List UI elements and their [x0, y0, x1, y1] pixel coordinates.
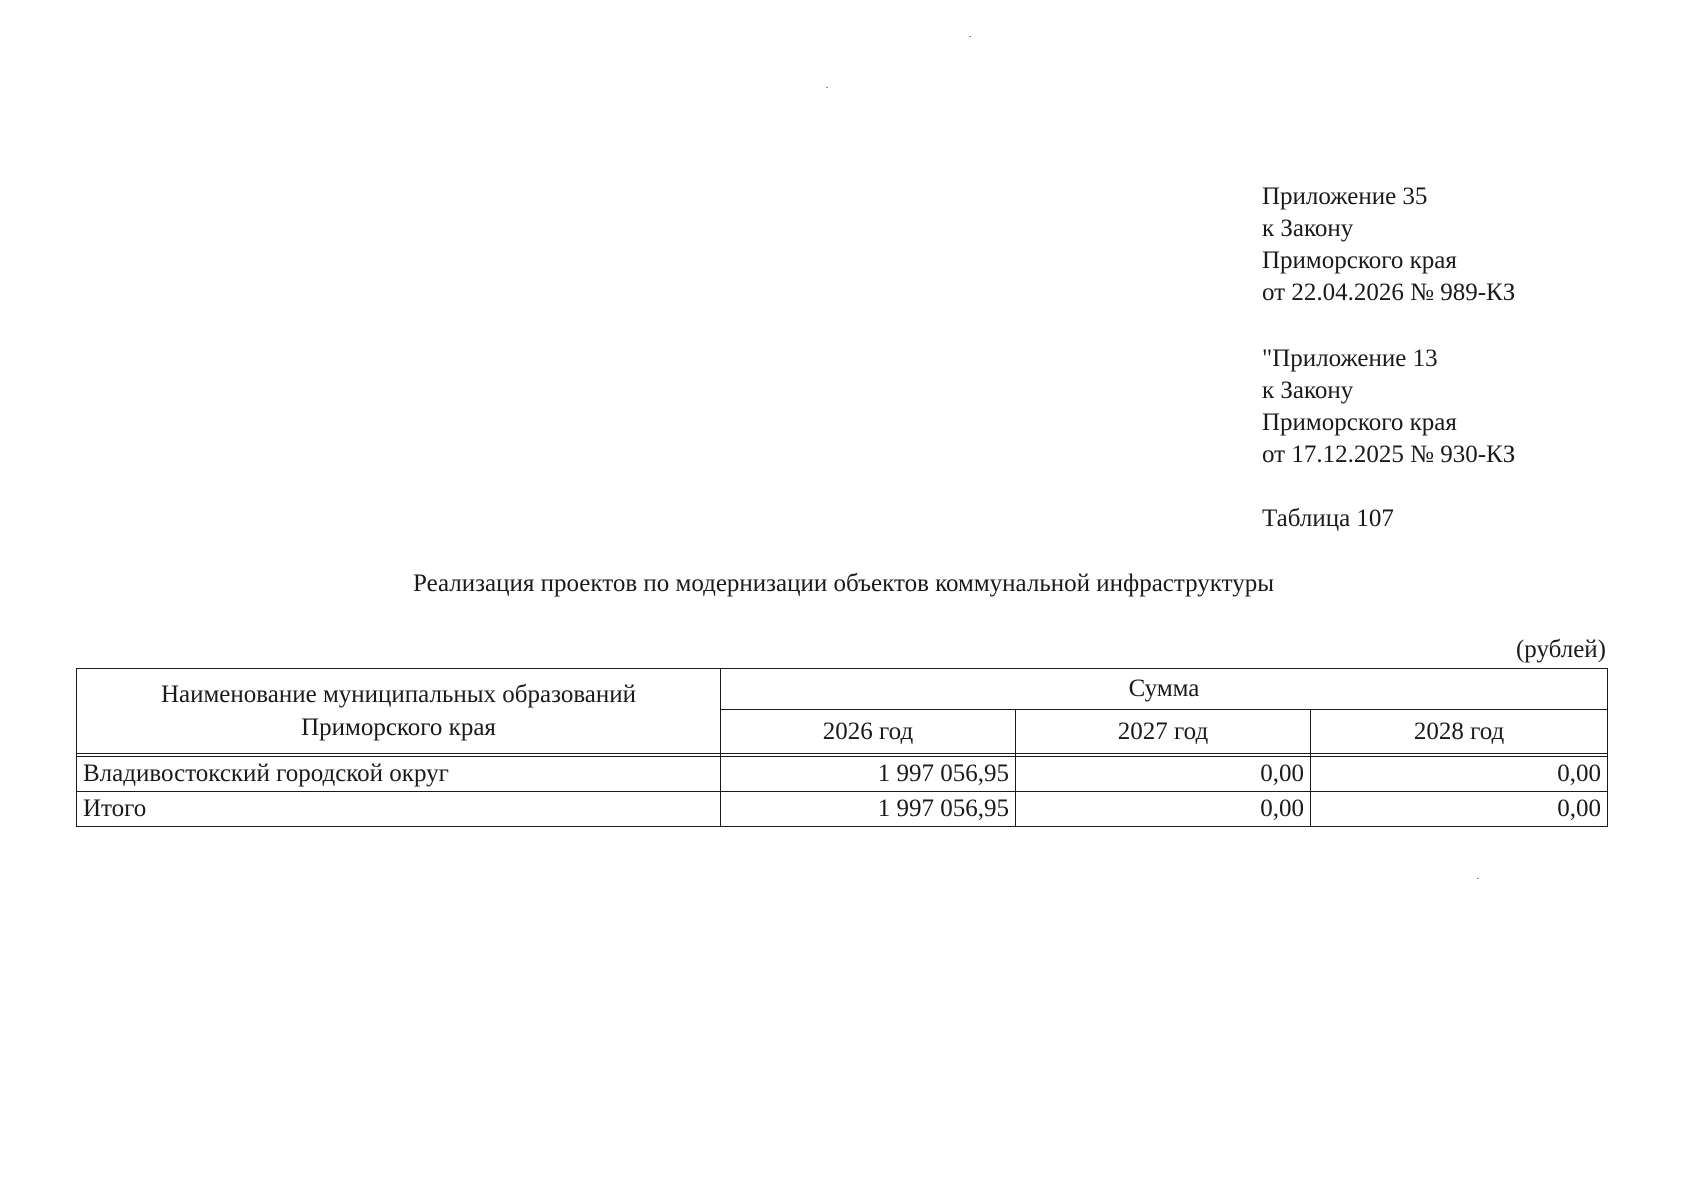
header-year-2028: 2028 год [1311, 710, 1608, 754]
header-name-line1: Наименование муниципальных образований [160, 681, 637, 708]
annex-number: Приложение 35 [1262, 183, 1428, 210]
annex-number: "Приложение 13 [1262, 345, 1438, 372]
total-label: Итого [77, 792, 721, 827]
annex-law-ref: к Закону [1262, 215, 1354, 242]
header-name-line2: Приморского края [301, 714, 496, 741]
total-value-2028: 0,00 [1311, 792, 1608, 827]
table-header-row [77, 669, 1608, 710]
annex-header-current [1262, 181, 1515, 309]
table-number-label: Таблица 107 [1262, 505, 1394, 532]
document-title: Реализация проектов по модернизации объектов коммунальной инфраструктуры [413, 570, 1274, 597]
annex-header-amended [1262, 343, 1515, 471]
row-value-2026: 1 997 056,95 [721, 757, 1016, 792]
row-municipality-name: Владивостокский городской округ [77, 757, 721, 792]
scan-speck [826, 87, 828, 88]
header-year-2026: 2026 год [721, 710, 1016, 754]
annex-region: Приморского края [1262, 247, 1457, 274]
table-row [77, 757, 1608, 792]
header-year-2027: 2027 год [1016, 710, 1311, 754]
row-value-2027: 0,00 [1016, 757, 1311, 792]
budget-table [76, 668, 1608, 827]
scan-speck [1477, 878, 1479, 879]
annex-date-number: от 22.04.2026 № 989-КЗ [1262, 279, 1516, 306]
annex-law-ref: к Закону [1262, 377, 1354, 404]
annex-region: Приморского края [1262, 409, 1457, 436]
total-value-2027: 0,00 [1016, 792, 1311, 827]
header-municipality-name [77, 669, 721, 754]
annex-date-number: от 17.12.2025 № 930-КЗ [1262, 441, 1516, 468]
currency-unit-note: (рублей) [1515, 636, 1606, 663]
table-total-row [77, 792, 1608, 827]
header-sum: Сумма [721, 669, 1608, 710]
total-value-2026: 1 997 056,95 [721, 792, 1016, 827]
row-value-2028: 0,00 [1311, 757, 1608, 792]
scan-speck [969, 36, 971, 37]
